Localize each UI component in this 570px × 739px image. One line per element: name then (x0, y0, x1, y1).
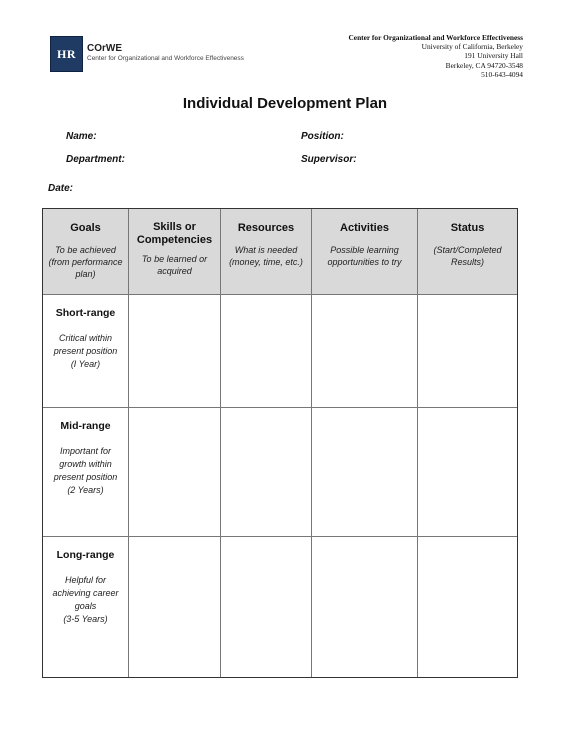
header-title: Activities (340, 222, 389, 234)
page-title: Individual Development Plan (182, 95, 388, 112)
hr-logo: HR (50, 36, 83, 72)
brand-name: COrWE (87, 43, 122, 54)
department-label: Department: (66, 154, 125, 165)
header-status (418, 209, 517, 295)
row-subtitle: Important for growth within present position (2 Years) (53, 446, 118, 495)
mid-range-resources-cell[interactable] (221, 408, 312, 537)
row-label-short-range (43, 295, 129, 408)
header-activities (312, 209, 418, 295)
long-range-resources-cell[interactable] (221, 537, 312, 677)
letterhead-address (348, 33, 523, 79)
header-skills (129, 209, 221, 295)
header-subtitle: To be achieved (from performance plan) (48, 245, 123, 279)
brand-subtitle: Center for Organizational and Workforce Effectiveness (87, 55, 244, 62)
row-label-mid-range (43, 408, 129, 537)
address-line: Berkeley, CA 94720-3548 (445, 60, 523, 70)
mid-range-status-cell[interactable] (418, 408, 517, 537)
short-range-activities-cell[interactable] (312, 295, 418, 408)
address-phone: 510-643-4094 (481, 69, 523, 79)
date-label: Date: (48, 183, 74, 194)
address-line: 191 University Hall (464, 51, 523, 61)
header-subtitle: To be learned or acquired (141, 254, 208, 276)
name-label: Name: (66, 131, 97, 142)
header-subtitle: What is needed (money, time, etc.) (229, 245, 303, 267)
long-range-status-cell[interactable] (418, 537, 517, 677)
header-title: Skills or Competencies (136, 221, 213, 246)
address-org: Center for Organizational and Workforce Effectiveness (348, 33, 523, 42)
header-goals (43, 209, 129, 295)
header-title: Goals (70, 222, 101, 234)
row-title: Mid-range (60, 420, 111, 432)
row-label-long-range (43, 537, 129, 677)
long-range-activities-cell[interactable] (312, 537, 418, 677)
row-title: Long-range (56, 549, 115, 561)
mid-range-skills-cell[interactable] (129, 408, 221, 537)
mid-range-activities-cell[interactable] (312, 408, 418, 537)
supervisor-label: Supervisor: (301, 154, 357, 165)
row-subtitle: Helpful for achieving career goals (3-5 Years) (52, 575, 119, 624)
address-line: University of California, Berkeley (421, 42, 523, 52)
short-range-skills-cell[interactable] (129, 295, 221, 408)
long-range-skills-cell[interactable] (129, 537, 221, 677)
header-title: Status (450, 222, 485, 234)
short-range-status-cell[interactable] (418, 295, 517, 408)
header-resources (221, 209, 312, 295)
position-label: Position: (301, 131, 344, 142)
row-title: Short-range (55, 307, 116, 319)
header-title: Resources (237, 222, 295, 234)
short-range-resources-cell[interactable] (221, 295, 312, 408)
development-plan-table (42, 208, 518, 678)
header-subtitle: Possible learning opportunities to try (327, 245, 402, 267)
header-subtitle: (Start/Completed Results) (433, 245, 502, 267)
row-subtitle: Critical within present position (I Year) (53, 333, 118, 369)
